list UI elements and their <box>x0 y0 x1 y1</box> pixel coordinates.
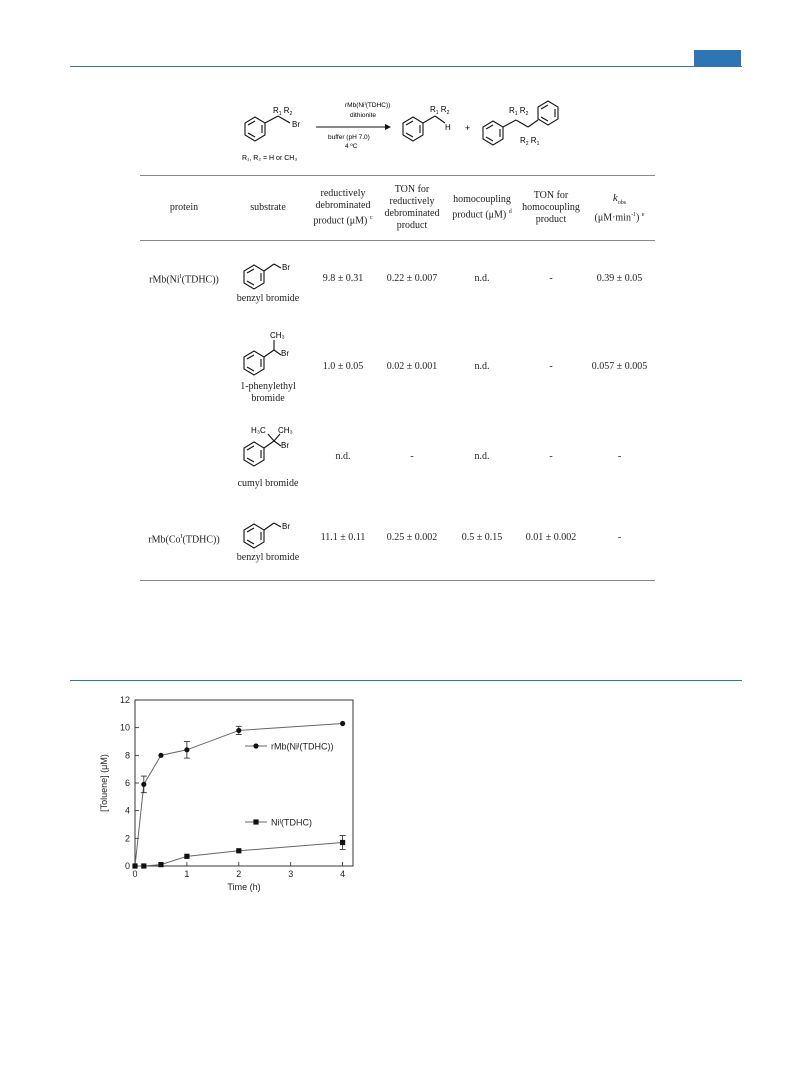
product-h-label: H <box>445 123 451 132</box>
table-row <box>140 417 655 497</box>
table-header-row <box>140 176 655 241</box>
chart-marks <box>132 721 345 869</box>
substrate-name: benzyl bromide <box>236 552 300 564</box>
data-point <box>141 782 146 787</box>
product-toluene-structure <box>403 116 445 141</box>
svg-text:H₃C: H₃C <box>251 425 266 435</box>
x-tick-label: 0 <box>132 869 138 879</box>
scheme-condition-1: buffer (pH 7.0) <box>328 134 370 141</box>
scheme-r-note: R₁, R₂ = H or CH₃ <box>242 155 298 162</box>
data-point <box>141 863 146 868</box>
svg-text:CH₃: CH₃ <box>270 330 285 340</box>
reaction-arrow <box>316 124 391 130</box>
legend-marker <box>253 743 258 748</box>
table-row <box>140 497 655 581</box>
scheme-plus: + <box>465 123 471 133</box>
svg-text:Br: Br <box>281 348 289 358</box>
substrate-cell <box>228 417 308 497</box>
reduced-product-value: 1.0 ± 0.05 <box>322 360 364 372</box>
scheme-reagent-line2: dithionite <box>350 112 377 119</box>
y-tick-label: 2 <box>124 833 130 844</box>
table-row <box>140 317 655 417</box>
cumyl-bromide-structure <box>238 424 298 468</box>
dimer-r-bottom: $R_2$ $R_1$ <box>520 136 540 147</box>
results-table <box>140 175 655 581</box>
substrate-name: benzyl bromide <box>236 292 300 304</box>
x-axis-label: Time (h) <box>227 882 261 892</box>
kobs-value: - <box>617 450 622 462</box>
svg-text:CH₃: CH₃ <box>278 425 293 435</box>
data-point <box>184 854 189 859</box>
y-tick-label: 10 <box>119 722 130 733</box>
data-point <box>340 721 345 726</box>
toluene-time-chart <box>95 690 365 905</box>
data-point <box>236 728 241 733</box>
reaction-scheme <box>230 95 610 170</box>
scheme-r-label: $R_1$ $R_2$ <box>273 106 293 117</box>
substrate-cell <box>228 317 308 417</box>
product-r-label: $R_1$ $R_2$ <box>430 105 450 116</box>
header-homocoupling: homocoupling product (μM) $^d$ <box>452 194 512 221</box>
ton-homocoupling-value: - <box>549 272 553 284</box>
y-tick-label: 0 <box>124 861 130 871</box>
y-tick-label: 6 <box>124 778 130 788</box>
ton-reduced-value: 0.22 ± 0.007 <box>386 272 438 284</box>
legend-entry <box>245 818 312 828</box>
header-reduced-product: reductively debrominated product (μM) $^c$ <box>313 188 373 227</box>
ton-reduced-value: 0.02 ± 0.001 <box>386 360 438 372</box>
header-rule <box>70 66 742 67</box>
legend-label: rMb(Niᴵ(TDHC)) <box>271 741 334 752</box>
x-tick-label: 1 <box>184 869 190 879</box>
ton-homocoupling-value: - <box>549 360 553 372</box>
substrate-cell <box>228 241 308 317</box>
homocoupling-value: 0.5 ± 0.15 <box>461 532 503 544</box>
substrate-name: cumyl bromide <box>237 477 299 489</box>
header-kobs: $k_{obs}$ $(\mu M\cdot\min^{-1})$ $^e$ <box>594 191 645 224</box>
reduced-product-value: 11.1 ± 0.11 <box>320 532 366 544</box>
ton-homocoupling-value: 0.01 ± 0.002 <box>525 532 577 544</box>
legend-entry <box>245 742 334 752</box>
substrate-name: 1-phenylethyl bromide <box>240 380 296 404</box>
scheme-condition-2: 4 ºC <box>345 143 358 150</box>
kobs-value: 0.057 ± 0.005 <box>591 360 648 372</box>
ton-reduced-value: 0.25 ± 0.002 <box>386 532 438 544</box>
data-point <box>158 862 163 867</box>
protein-cell: $rMb(Co^I(TDHC))$ <box>148 533 220 545</box>
scheme-br-label: Br <box>292 120 300 129</box>
y-tick-label: 8 <box>124 750 130 761</box>
svg-text:Br: Br <box>281 440 289 450</box>
header-substrate: substrate <box>250 202 286 213</box>
benzyl-bromide-structure <box>238 253 298 291</box>
benzyl-bromide-structure <box>238 512 298 550</box>
protein-cell <box>140 417 228 497</box>
protein-cell <box>140 317 228 417</box>
phenylethyl-bromide-structure <box>238 329 298 379</box>
ton-reduced-value: - <box>410 450 414 462</box>
dimer-r-top: $R_1$ $R_2$ <box>509 106 529 117</box>
header-protein: protein <box>169 202 199 213</box>
svg-text:Br: Br <box>282 522 290 532</box>
header-ton-homocoupling: TON for homocoupling product <box>522 190 580 225</box>
substrate-cell <box>228 497 308 581</box>
x-tick-label: 2 <box>236 869 242 879</box>
svg-text:Br: Br <box>282 262 290 272</box>
data-point <box>340 840 345 845</box>
data-point <box>158 753 163 758</box>
data-point <box>184 747 189 752</box>
reactant-structure <box>245 116 290 141</box>
protein-cell: $rMb(Ni^I(TDHC))$ <box>149 274 219 286</box>
section-rule <box>70 680 742 681</box>
header-page-tab <box>694 50 741 66</box>
legend-marker <box>253 819 258 824</box>
reduced-product-value: 9.8 ± 0.31 <box>322 272 364 284</box>
x-tick-label: 4 <box>340 869 346 879</box>
homocoupling-value: n.d. <box>474 450 490 462</box>
y-axis-label: [Toluene] (μM) <box>99 754 109 812</box>
kobs-value: 0.39 ± 0.05 <box>596 272 643 284</box>
table-row <box>140 241 655 317</box>
data-point <box>236 848 241 853</box>
homocoupling-value: n.d. <box>474 272 490 284</box>
scheme-reagent: $rMb(Ni^I(TDHC))$ <box>345 101 391 109</box>
data-point <box>132 863 137 868</box>
x-tick-label: 3 <box>288 869 294 879</box>
ton-homocoupling-value: - <box>549 450 553 462</box>
y-tick-label: 4 <box>124 805 130 816</box>
reduced-product-value: n.d. <box>335 450 351 462</box>
header-ton-reduced: TON for reductively debrominated product <box>384 184 440 231</box>
y-tick-label: 12 <box>119 695 130 705</box>
kobs-value: - <box>617 532 622 544</box>
homocoupling-value: n.d. <box>474 360 490 372</box>
legend-label: Niᴵ(TDHC) <box>271 817 312 828</box>
